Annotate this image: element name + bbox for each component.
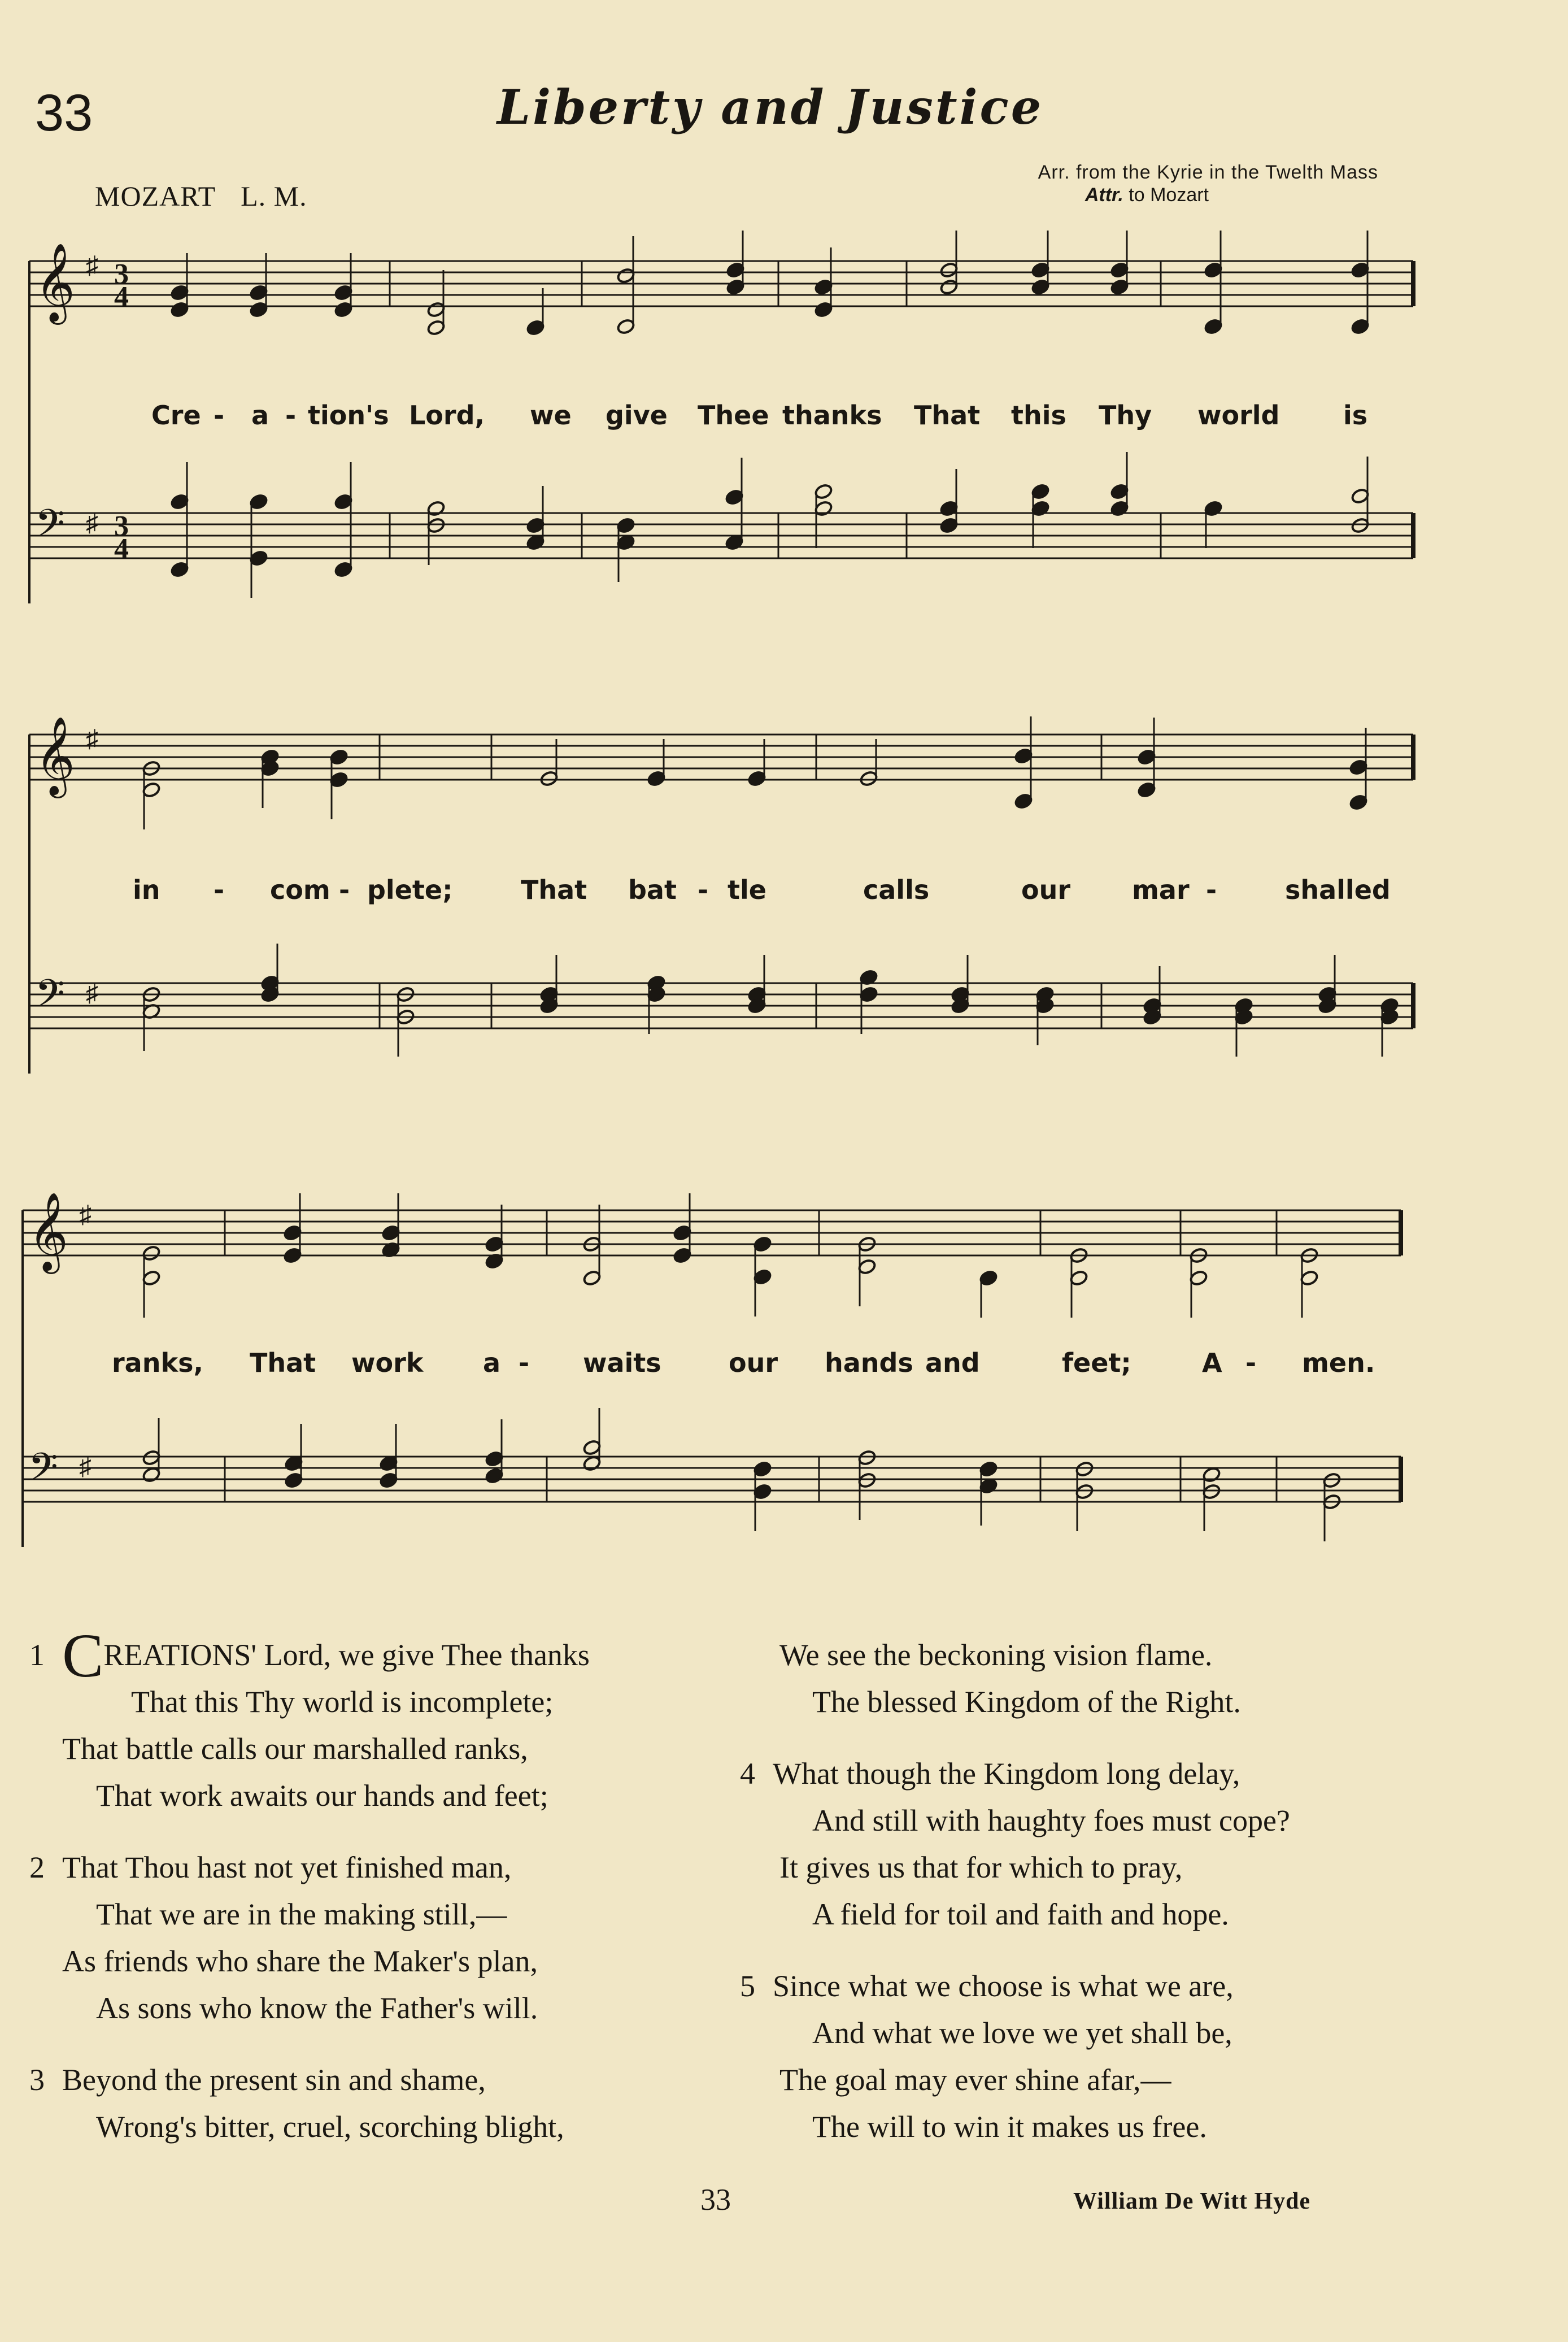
bass-clef-icon: 𝄢 bbox=[28, 1445, 58, 1499]
treble-clef-icon: 𝄞 bbox=[28, 1192, 68, 1271]
verse-number: 4 bbox=[740, 1757, 755, 1791]
lyric-syllable: - bbox=[214, 400, 225, 431]
verse-line: Since what we choose is what we are, bbox=[773, 1969, 1234, 2003]
lyric-syllable: ranks, bbox=[112, 1348, 203, 1378]
time-signature-top: 3 bbox=[114, 510, 129, 542]
verse-1 bbox=[29, 1621, 707, 1819]
verse-line: What though the Kingdom long delay, bbox=[773, 1757, 1240, 1791]
verses-left-column bbox=[29, 1621, 707, 2175]
verse-line: That we are in the making still,— bbox=[96, 1897, 507, 1931]
verse-line: Beyond the present sin and shame, bbox=[62, 2063, 486, 2097]
verse-3-continued bbox=[740, 1632, 1474, 1726]
lyric-syllable: calls bbox=[863, 875, 930, 905]
verse-number: 1 bbox=[29, 1638, 45, 1672]
lyric-syllable: plete; bbox=[367, 875, 453, 905]
verse-number: 5 bbox=[740, 1969, 755, 2003]
drop-cap: C bbox=[62, 1621, 104, 1690]
sharp-icon: ♯ bbox=[86, 725, 98, 753]
lyric-syllable: work bbox=[351, 1348, 424, 1378]
lyric-syllable: That bbox=[250, 1348, 316, 1378]
verse-5 bbox=[740, 1963, 1474, 2150]
bass-clef-icon: 𝄢 bbox=[35, 502, 65, 555]
lyric-syllable: we bbox=[530, 400, 572, 431]
verse-line: It gives us that for which to pray, bbox=[779, 1850, 1183, 1884]
verse-line: We see the beckoning vision flame. bbox=[779, 1638, 1213, 1672]
lyric-syllable: - bbox=[698, 875, 709, 905]
verse-number: 2 bbox=[29, 1850, 45, 1884]
source-attribution: Arr. from the Kyrie in the Twelth Mass bbox=[1038, 162, 1378, 183]
lyric-syllable: - bbox=[519, 1348, 530, 1378]
lyric-syllable: thanks bbox=[782, 400, 882, 431]
lyric-syllable: our bbox=[1021, 875, 1071, 905]
lyric-syllable: Thee bbox=[698, 400, 769, 431]
verse-line: That work awaits our hands and feet; bbox=[96, 1779, 548, 1813]
verse-2 bbox=[29, 1844, 707, 2032]
verse-line: The will to win it makes us free. bbox=[812, 2110, 1207, 2144]
lyric-syllable: is bbox=[1343, 400, 1368, 431]
lyric-syllable: hands bbox=[825, 1348, 913, 1378]
treble-clef-icon: 𝄞 bbox=[35, 716, 75, 795]
lyric-syllable: our bbox=[729, 1348, 778, 1378]
lyric-syllable: in bbox=[133, 875, 160, 905]
lyric-syllable: waits bbox=[583, 1348, 661, 1378]
verse-line: And what we love we yet shall be, bbox=[812, 2016, 1232, 2050]
lyric-syllable: tion's bbox=[308, 400, 389, 431]
lyric-syllable: Cre bbox=[151, 400, 201, 431]
lyric-syllable: Lord, bbox=[409, 400, 485, 431]
verse-line: And still with haughty foes must cope? bbox=[812, 1804, 1290, 1837]
verse-line: That Thou hast not yet finished man, bbox=[62, 1850, 512, 1884]
verse-3 bbox=[29, 2057, 707, 2150]
lyric-syllable: That bbox=[914, 400, 981, 431]
meter: L. M. bbox=[241, 180, 307, 212]
hymn-number: 33 bbox=[35, 84, 93, 142]
lyric-syllable: - bbox=[1206, 875, 1217, 905]
lyric-syllable: feet; bbox=[1062, 1348, 1131, 1378]
verse-line: A field for toil and faith and hope. bbox=[812, 1897, 1229, 1931]
verse-number: 3 bbox=[29, 2063, 45, 2097]
lyric-syllable: shalled bbox=[1285, 875, 1391, 905]
time-signature-top: 3 bbox=[114, 258, 129, 290]
verse-line: The blessed Kingdom of the Right. bbox=[812, 1685, 1241, 1719]
lyric-syllable: com bbox=[270, 875, 330, 905]
tune-title: MOZART bbox=[95, 180, 216, 212]
verse-line: The goal may ever shine afar,— bbox=[779, 2063, 1171, 2097]
verse-line: As sons who know the Father's will. bbox=[96, 1991, 538, 2025]
lyric-syllable: this bbox=[1011, 400, 1066, 431]
lyric-syllable: Thy bbox=[1099, 400, 1152, 431]
lyric-syllable: A bbox=[1202, 1348, 1222, 1378]
lyric-syllable: and bbox=[925, 1348, 980, 1378]
treble-clef-icon: 𝄞 bbox=[35, 243, 75, 321]
lyric-syllable: tle bbox=[728, 875, 766, 905]
verses-right-column bbox=[740, 1632, 1474, 2175]
time-signature-bottom: 4 bbox=[114, 281, 129, 313]
composer: to Mozart bbox=[1129, 184, 1209, 206]
hymn-title: Liberty and Justice bbox=[497, 79, 1044, 135]
lyric-syllable: world bbox=[1197, 400, 1280, 431]
sharp-icon: ♯ bbox=[86, 251, 98, 279]
verse-line: REATIONS' Lord, we give Thee thanks bbox=[103, 1638, 590, 1672]
lyric-syllable: - bbox=[1245, 1348, 1257, 1378]
bass-clef-icon: 𝄢 bbox=[35, 972, 65, 1026]
lyric-syllable: mar bbox=[1132, 875, 1190, 905]
lyric-syllable: - bbox=[285, 400, 297, 431]
lyric-syllable: - bbox=[339, 875, 350, 905]
lyric-syllable: a bbox=[251, 400, 269, 431]
verse-line: That this Thy world is incomplete; bbox=[131, 1685, 554, 1719]
lyric-syllable: - bbox=[214, 875, 225, 905]
sharp-icon: ♯ bbox=[79, 1453, 92, 1480]
time-signature-bottom: 4 bbox=[114, 533, 129, 565]
verse-line: Wrong's bitter, cruel, scorching blight, bbox=[96, 2110, 564, 2144]
verse-line: That battle calls our marshalled ranks, bbox=[62, 1732, 528, 1766]
verse-line: As friends who share the Maker's plan, bbox=[62, 1944, 538, 1978]
sharp-icon: ♯ bbox=[86, 979, 98, 1007]
lyric-syllable: give bbox=[606, 400, 668, 431]
sharp-icon: ♯ bbox=[86, 509, 98, 537]
lyric-syllable: That bbox=[521, 875, 587, 905]
sharp-icon: ♯ bbox=[79, 1201, 92, 1228]
lyric-syllable: bat bbox=[628, 875, 677, 905]
page-number: 33 bbox=[700, 2183, 731, 2217]
lyric-syllable: a bbox=[483, 1348, 501, 1378]
verse-4 bbox=[740, 1750, 1474, 1938]
text-author: William De Witt Hyde bbox=[1073, 2188, 1311, 2214]
attr-abbrev: Attr. bbox=[1084, 184, 1123, 206]
lyric-syllable: men. bbox=[1302, 1348, 1375, 1378]
